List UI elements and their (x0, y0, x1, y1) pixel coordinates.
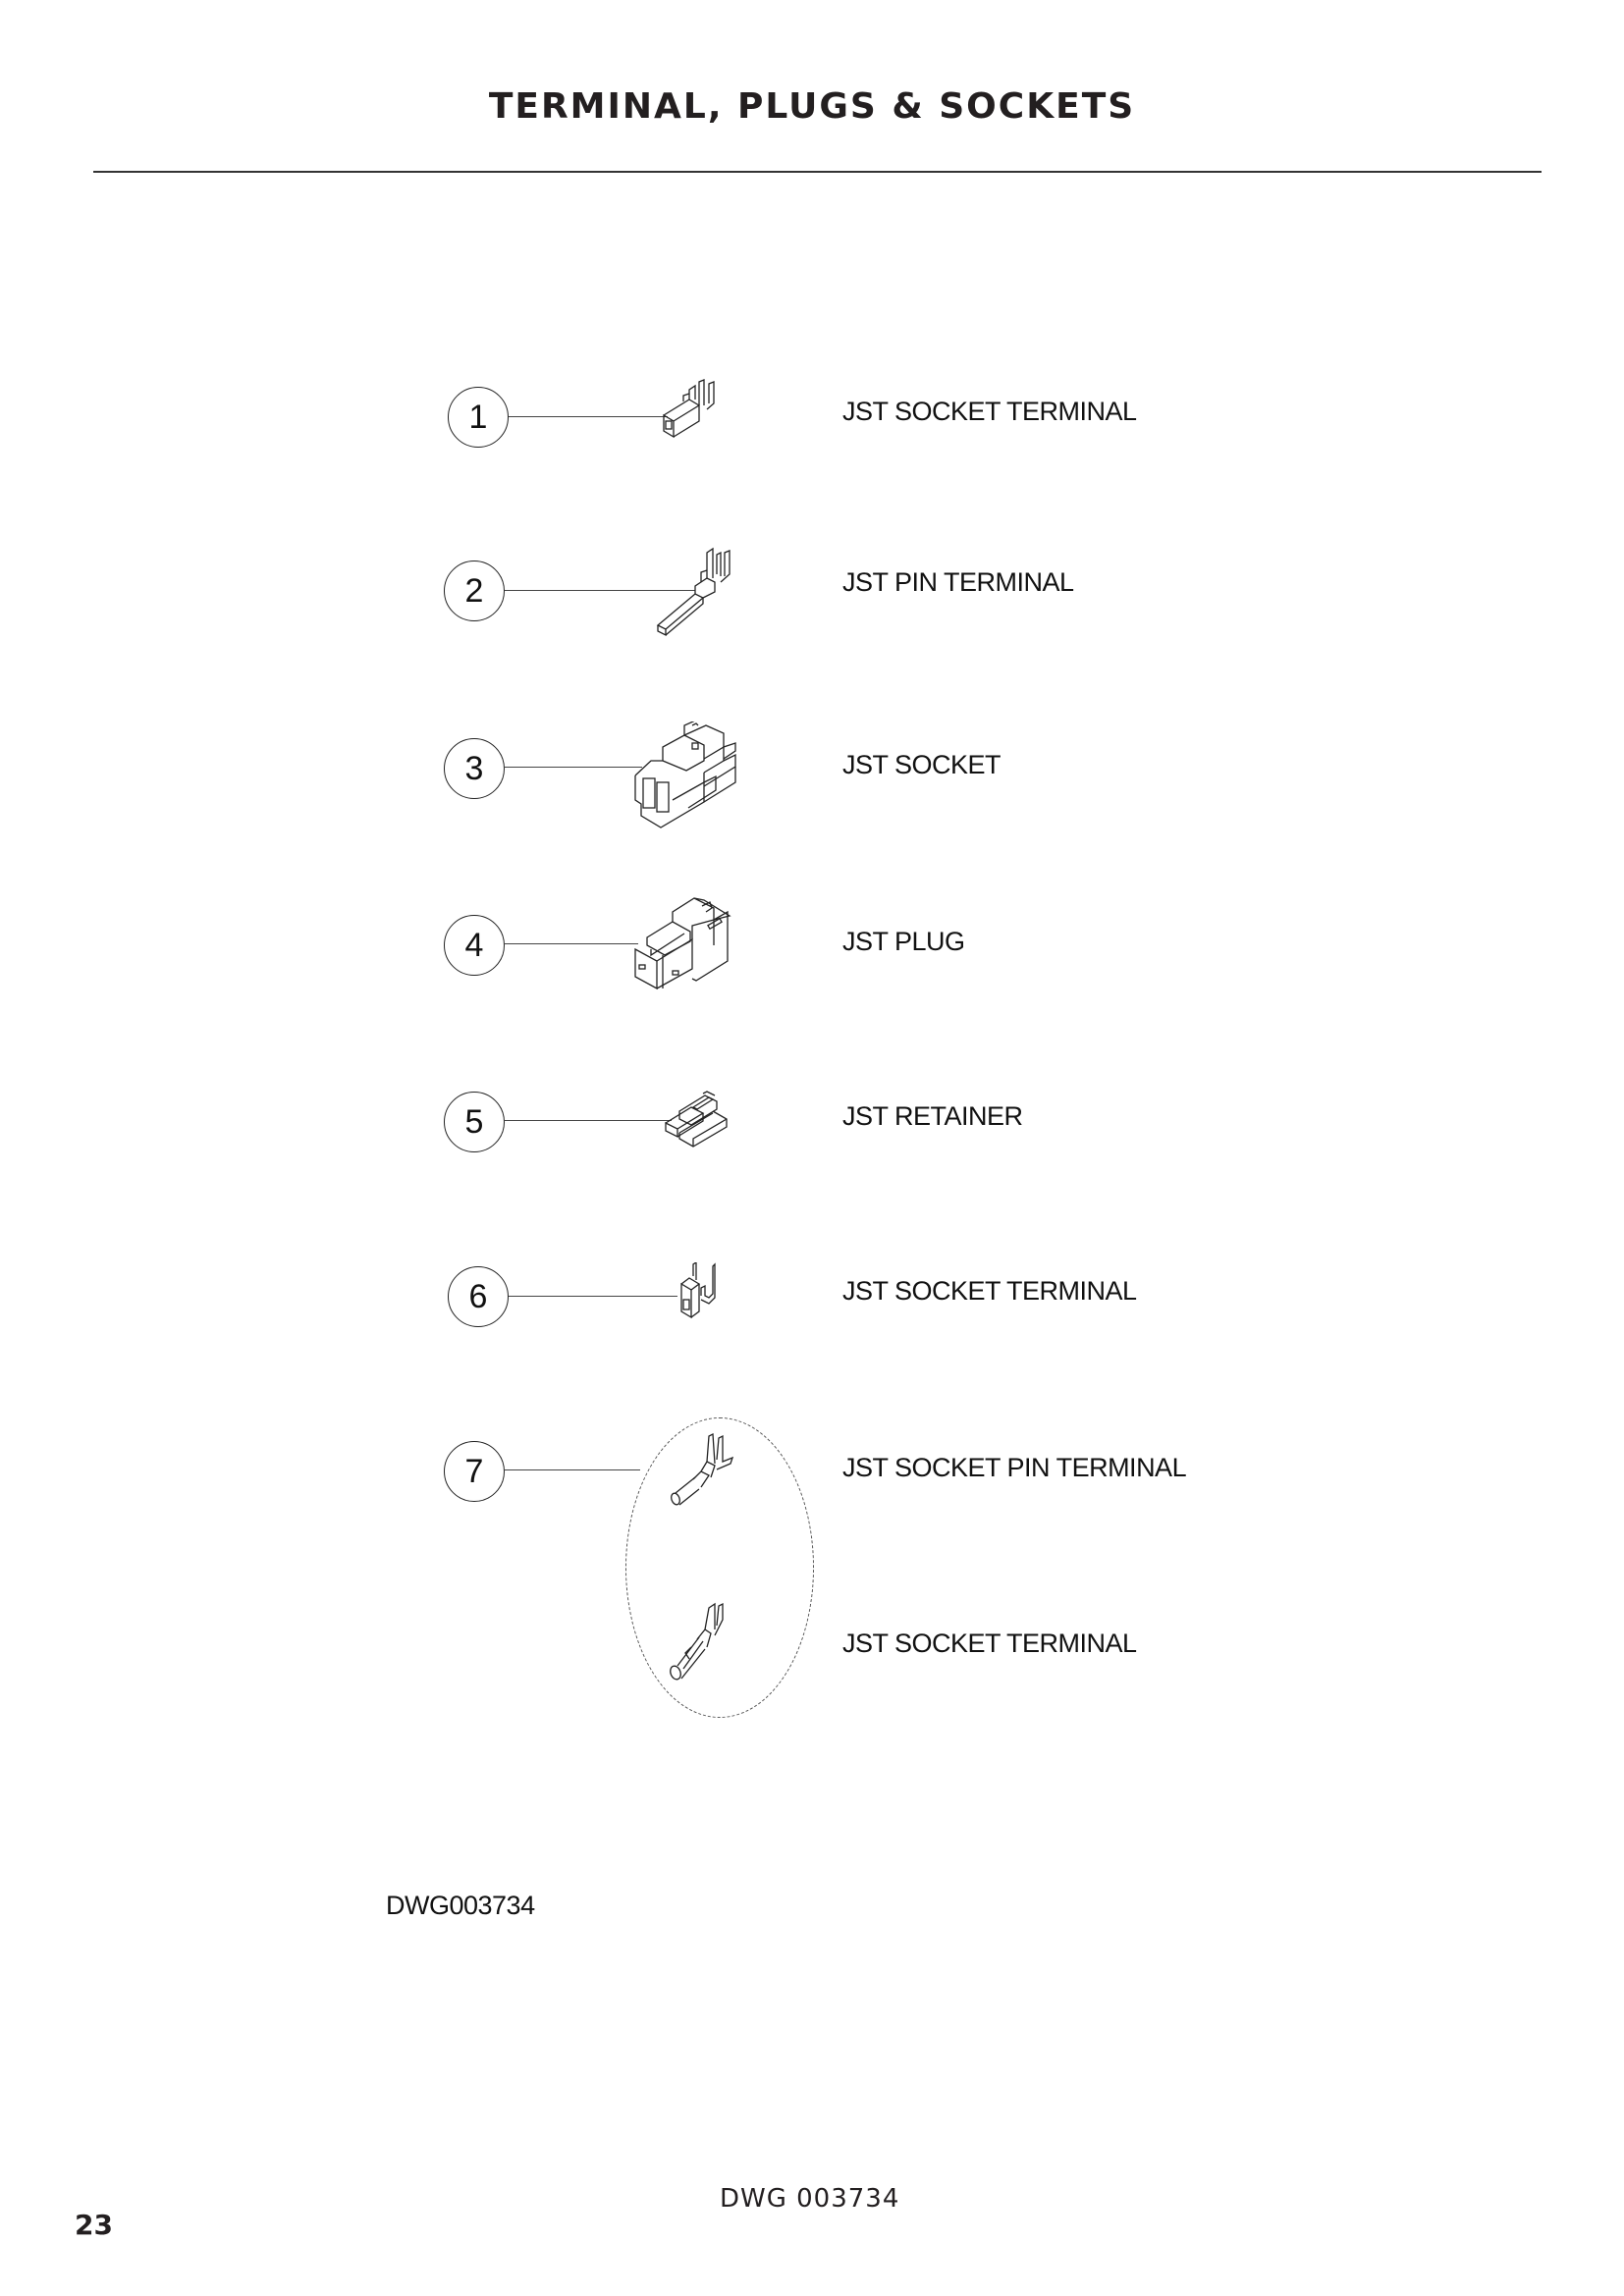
leader-line-3 (505, 767, 642, 768)
leader-line-1 (509, 416, 668, 417)
socket-housing-icon (633, 721, 790, 829)
leader-line-6 (509, 1296, 677, 1297)
plug-housing-icon (633, 886, 790, 994)
title-divider (93, 171, 1542, 173)
small-socket-terminal-icon (677, 1262, 736, 1321)
item-label-3: JST SOCKET (842, 750, 1001, 779)
round-socket-terminal-icon (579, 1590, 736, 1688)
callout-2: 2 (444, 561, 505, 621)
socket-terminal-icon (660, 376, 758, 445)
leader-line-4 (505, 943, 638, 944)
item-label-6: JST SOCKET TERMINAL (842, 1276, 1137, 1306)
item-label-4: JST PLUG (842, 927, 965, 956)
leader-line-5 (505, 1120, 672, 1121)
item-7-sub-label-1: JST SOCKET TERMINAL (842, 1629, 1137, 1658)
item-label-5: JST RETAINER (842, 1101, 1023, 1131)
item-label-7: JST SOCKET PIN TERMINAL (842, 1453, 1187, 1482)
page-title: TERMINAL, PLUGS & SOCKETS (488, 86, 1136, 127)
page-number: 23 (75, 2209, 113, 2241)
callout-6: 6 (448, 1266, 509, 1327)
callout-7: 7 (444, 1441, 505, 1502)
drawing-reference: DWG003734 (386, 1891, 535, 1920)
pin-terminal-icon (656, 543, 754, 641)
callout-5: 5 (444, 1092, 505, 1152)
retainer-icon (664, 1080, 742, 1148)
item-label-1: JST SOCKET TERMINAL (842, 397, 1137, 426)
callout-1: 1 (448, 387, 509, 448)
footer-drawing-number: DWG 003734 (720, 2184, 900, 2214)
round-pin-terminal-icon (579, 1428, 736, 1507)
callout-4: 4 (444, 915, 505, 976)
item-label-2: JST PIN TERMINAL (842, 567, 1074, 597)
callout-3: 3 (444, 738, 505, 799)
